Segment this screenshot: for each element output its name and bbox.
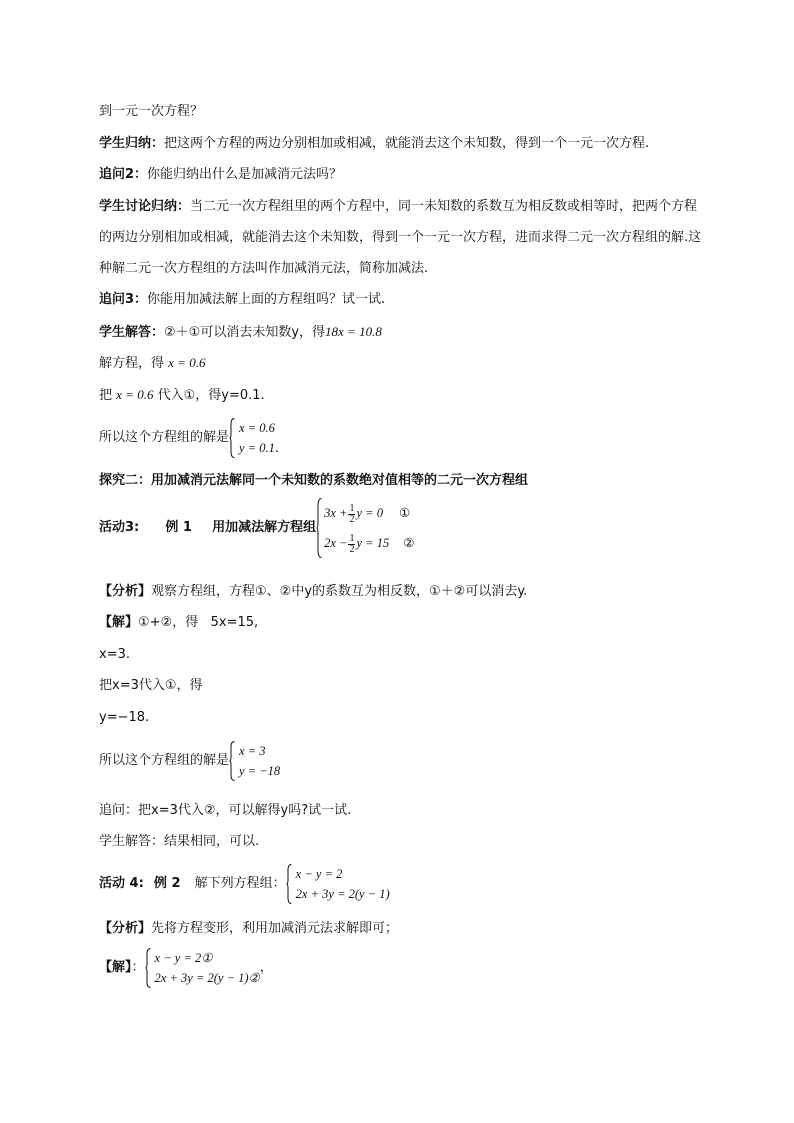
text-line: 【分析】先将方程变形，利用加减消元法求解即可； bbox=[99, 921, 399, 936]
text-line: 到一元一次方程？ bbox=[99, 104, 204, 119]
text-line: 种解二元一次方程组的方法叫作加减消元法，简称加减法. bbox=[99, 261, 429, 276]
solution-line: 所以这个方程组的解是 x = 0.6 y = 0.1 . bbox=[99, 418, 279, 458]
section-heading: 探究二：用加减消元法解同一个未知数的系数绝对值相等的二元一次方程组 bbox=[99, 473, 529, 488]
equation-system: x = 0.6 y = 0.1 bbox=[229, 418, 275, 458]
text-line: 【分析】观察方程组，方程①、②中y的系数互为相反数，①＋②可以消去y. bbox=[99, 584, 528, 599]
activity-line: 活动3: 例 1 用加减法解方程组 3x + $\frac{1}{2}$ y = 0 ① 2x − $\frac{1}{2}$ y = 15 ② bbox=[99, 498, 414, 558]
equation-system: x = 3 y = −18 bbox=[229, 741, 280, 781]
equation-system: x − y = 2 2x + 3y = 2(y − 1) bbox=[286, 864, 390, 904]
text-line: 把 x = 0.6 代入①，得y=0.1. bbox=[99, 387, 265, 403]
brace-icon bbox=[145, 948, 151, 988]
brace-icon bbox=[286, 864, 292, 904]
activity-line: 活动 4: 例 2 解下列方程组： x − y = 2 2x + 3y = 2(y − 1) bbox=[99, 864, 390, 904]
text-line: 学生解答：结果相同，可以. bbox=[99, 834, 260, 849]
brace-icon bbox=[229, 741, 235, 781]
text-line: 【解】①+②，得 5x=15, bbox=[99, 615, 259, 630]
text-line: 追问3：你能用加减法解上面的方程组吗？试一试. bbox=[99, 292, 386, 307]
fraction: $\frac{1}{2}$ bbox=[349, 502, 355, 525]
text-line: y=−18. bbox=[99, 710, 150, 725]
equation-system: 3x + $\frac{1}{2}$ y = 0 ① 2x − $\frac{1}{2}$ y = 15 ② bbox=[316, 498, 414, 558]
text-line: 学生解答：②＋①可以消去未知数y，得18x = 10.8 bbox=[99, 324, 382, 340]
equation-system: x − y = 2① 2x + 3y = 2(y − 1)② bbox=[145, 948, 260, 988]
text-line: 的两边分别相加或相减，就能消去这个未知数，得到一个一元一次方程，进而求得二元一次方程组的解.这 bbox=[99, 230, 702, 245]
solution-line: 【解】： x − y = 2① 2x + 3y = 2(y − 1)② ， bbox=[99, 948, 273, 988]
text-line: 学生归纳：把这两个方程的两边分别相加或相减，就能消去这个未知数，得到一个一元一次方程. bbox=[99, 136, 650, 151]
text-line: 学生讨论归纳：当二元一次方程组里的两个方程中，同一未知数的系数互为相反数或相等时，把两个方程 bbox=[99, 199, 698, 214]
text-line: 解方程，得 x = 0.6 bbox=[99, 355, 206, 371]
fraction: $\frac{1}{2}$ bbox=[349, 532, 355, 555]
text-line: 追问：把x=3代入②，可以解得y吗?试一试. bbox=[99, 803, 352, 818]
text-line: 追问2：你能归纳出什么是加减消元法吗？ bbox=[99, 167, 343, 182]
brace-icon bbox=[229, 418, 235, 458]
text-line: x=3. bbox=[99, 647, 130, 662]
brace-icon bbox=[316, 498, 322, 558]
solution-line: 所以这个方程组的解是 x = 3 y = −18 bbox=[99, 741, 280, 781]
text-line: 把x=3代入①，得 bbox=[99, 678, 203, 693]
